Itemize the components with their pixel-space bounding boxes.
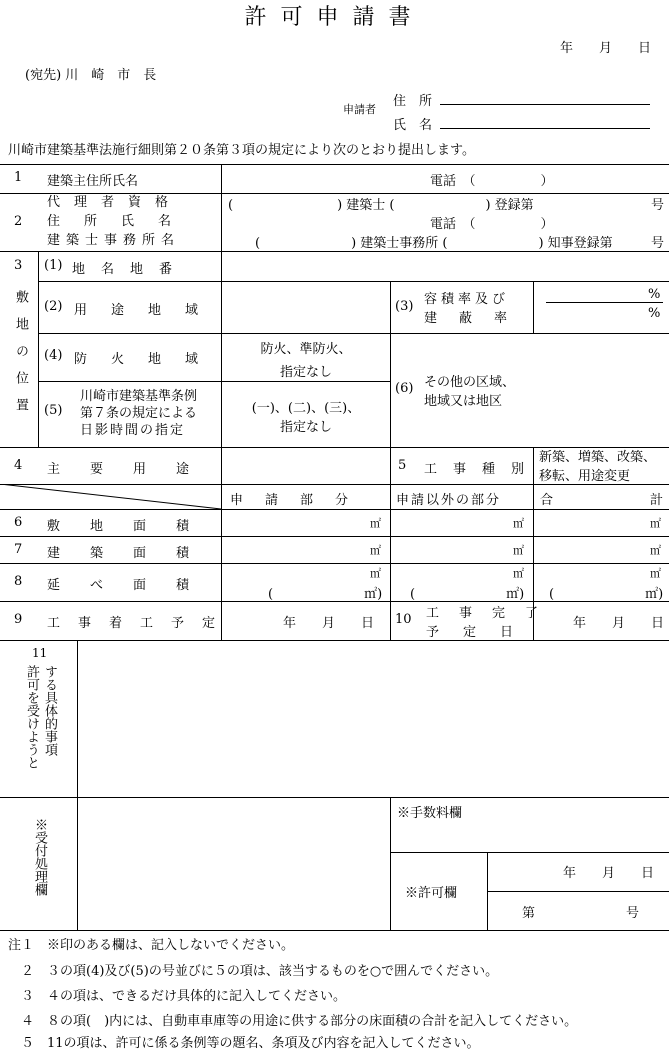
addressee: (宛先) 川 崎 市 長 (25, 68, 157, 83)
applicant-name-input[interactable] (440, 128, 650, 129)
row3-i3-label-b: 建蔽率 (424, 311, 530, 326)
row7-no: 7 (14, 542, 23, 557)
row11-label-a: 許可を受けようと (24, 665, 39, 769)
row3-i4-label: 防火地域 (74, 352, 223, 367)
row8-unit2[interactable]: ㎡ (513, 567, 524, 580)
row6-unit3[interactable]: ㎡ (650, 517, 661, 530)
row3-i3-no: (3) (395, 299, 414, 314)
row9-no: 9 (14, 612, 23, 627)
applicant-address-input[interactable] (440, 104, 650, 105)
header-col1: 申請部分 (230, 493, 371, 508)
note-4: ４ ８の項( )内には、自動車車庫等の用途に供する部分の床面積の合計を記入してください。 (8, 1014, 578, 1029)
row1-phone[interactable]: 電話 （ ） (430, 174, 554, 189)
row5-label: 工事種別 (424, 462, 541, 477)
row3-i1-label: 地名地番 (72, 262, 189, 277)
row2-label2: 住所氏名 (47, 214, 196, 229)
row11-label-b: する具体的事項 (42, 665, 57, 756)
row3-i4-val2[interactable]: 指定なし (279, 365, 332, 380)
header-col2: 申請以外の部分 (396, 493, 502, 508)
row9-date[interactable]: 年 月 日 (283, 616, 375, 631)
row8-unit1[interactable]: ㎡ (370, 567, 381, 580)
row4-no: 4 (14, 458, 23, 473)
row8-no: 8 (14, 574, 23, 589)
row2-no: 2 (14, 214, 23, 229)
row11-no: 11 (32, 646, 48, 660)
note-1: 注１ ※印のある欄は、記入しないでください。 (8, 938, 295, 953)
header-diagonal (0, 484, 222, 510)
row3-group-label: 敷地の位置 (13, 290, 28, 425)
row10-label-b: 予定日 (426, 625, 538, 640)
row3-i5-val1[interactable]: (一)、(二)、(三)、 (251, 401, 361, 416)
floor-area-ratio-unit: % (648, 287, 661, 302)
coverage-ratio-unit: % (648, 306, 661, 321)
row2-line3[interactable]: ( ) 建築士事務所 ( ) 知事登録第 号 (255, 236, 664, 251)
row3-i1-no: (1) (44, 258, 63, 273)
row10-date[interactable]: 年 月 日 (573, 616, 665, 631)
row3-i2-no: (2) (44, 299, 63, 314)
row8-paren2[interactable]: ( ㎡) (410, 587, 525, 602)
row3-i5-label: 川崎市建築基準条例 第７条の規定による 日影時間の指定 (80, 389, 198, 438)
row3-i2-label: 用途地域 (74, 303, 223, 318)
row6-unit2[interactable]: ㎡ (513, 517, 524, 530)
intro-text: 川崎市建築基準法施行細則第２０条第３項の規定により次のとおり提出します。 (8, 143, 475, 158)
note-3: ３ ４の項は、できるだけ具体的に記入してください。 (8, 989, 347, 1004)
row8-paren1[interactable]: ( ㎡) (268, 587, 383, 602)
applicant-name-label: 氏 名 (393, 118, 433, 133)
row3-i4-no: (4) (44, 348, 63, 363)
row6-unit1[interactable]: ㎡ (370, 517, 381, 530)
row9-label: 工事着工予定 (47, 616, 234, 631)
row2-label1: 代理者資格 (47, 195, 183, 210)
row2-line1[interactable]: ( ) 建築士 ( ) 登録第 号 (228, 198, 664, 213)
row3-i6-no: (6) (395, 381, 414, 396)
row10-label-a: 工事完了 (426, 606, 559, 621)
row8-paren3[interactable]: ( ㎡) (549, 587, 664, 602)
date-field[interactable]: 年 月 日 (560, 41, 652, 56)
header-col3a: 合 (540, 493, 554, 508)
reception-label: ※受付処理欄 (32, 818, 47, 896)
row6-label: 敷地面積 (47, 519, 220, 534)
row5-val-b[interactable]: 移転、用途変更 (539, 469, 631, 484)
row5-no: 5 (398, 458, 407, 473)
permit-no-prefix: 第 (522, 906, 536, 921)
row2-label3: 建築士事務所名 (47, 233, 181, 248)
header-col3b: 計 (650, 493, 664, 508)
row3-i4-val1[interactable]: 防火、準防火、 (260, 342, 352, 357)
row7-unit3[interactable]: ㎡ (650, 544, 661, 557)
row1-label: 建築主住所氏名 (47, 174, 139, 189)
row3-i6-label-b: 地域又は地区 (424, 394, 503, 409)
note-2: ２ ３の項(4)及び(5)の号並びに５の項は、該当するものを○で囲んでください。 (8, 964, 499, 979)
permit-label: ※許可欄 (405, 886, 458, 901)
note-5: ５ 11の項は、許可に係る条例等の題名、条項及び内容を記入してください。 (8, 1036, 480, 1051)
row2-phone[interactable]: 電話 （ ） (430, 217, 554, 232)
applicant-label: 申請者 (343, 103, 376, 116)
row3-i5-val2[interactable]: 指定なし (279, 420, 332, 435)
row10-no: 10 (395, 612, 412, 627)
permit-no-suffix: 号 (626, 906, 640, 921)
row3-i3-label-a: 容積率及び (424, 292, 510, 307)
row5-val-a[interactable]: 新築、増築、改築、 (539, 450, 657, 465)
applicant-address-label: 住 所 (393, 94, 433, 109)
row8-label: 延べ面積 (47, 578, 220, 593)
row1-no: 1 (14, 170, 23, 185)
row7-unit1[interactable]: ㎡ (370, 544, 381, 557)
fee-label: ※手数料欄 (397, 806, 463, 821)
row8-unit3[interactable]: ㎡ (650, 567, 661, 580)
row6-no: 6 (14, 515, 23, 530)
row11-input[interactable] (78, 641, 668, 796)
row2-labels (47, 193, 213, 250)
row7-unit2[interactable]: ㎡ (513, 544, 524, 557)
row3-i5-no: (5) (44, 403, 63, 418)
row7-label: 建築面積 (47, 546, 220, 561)
row4-label: 主要用途 (47, 462, 220, 477)
row3-i6-label-a: その他の区域、 (424, 375, 516, 390)
ratio-fraction-line (546, 302, 663, 303)
permit-date[interactable]: 年 月 日 (563, 866, 655, 881)
page-title: 許可申請書 (244, 5, 425, 30)
row3-no: 3 (14, 258, 23, 273)
